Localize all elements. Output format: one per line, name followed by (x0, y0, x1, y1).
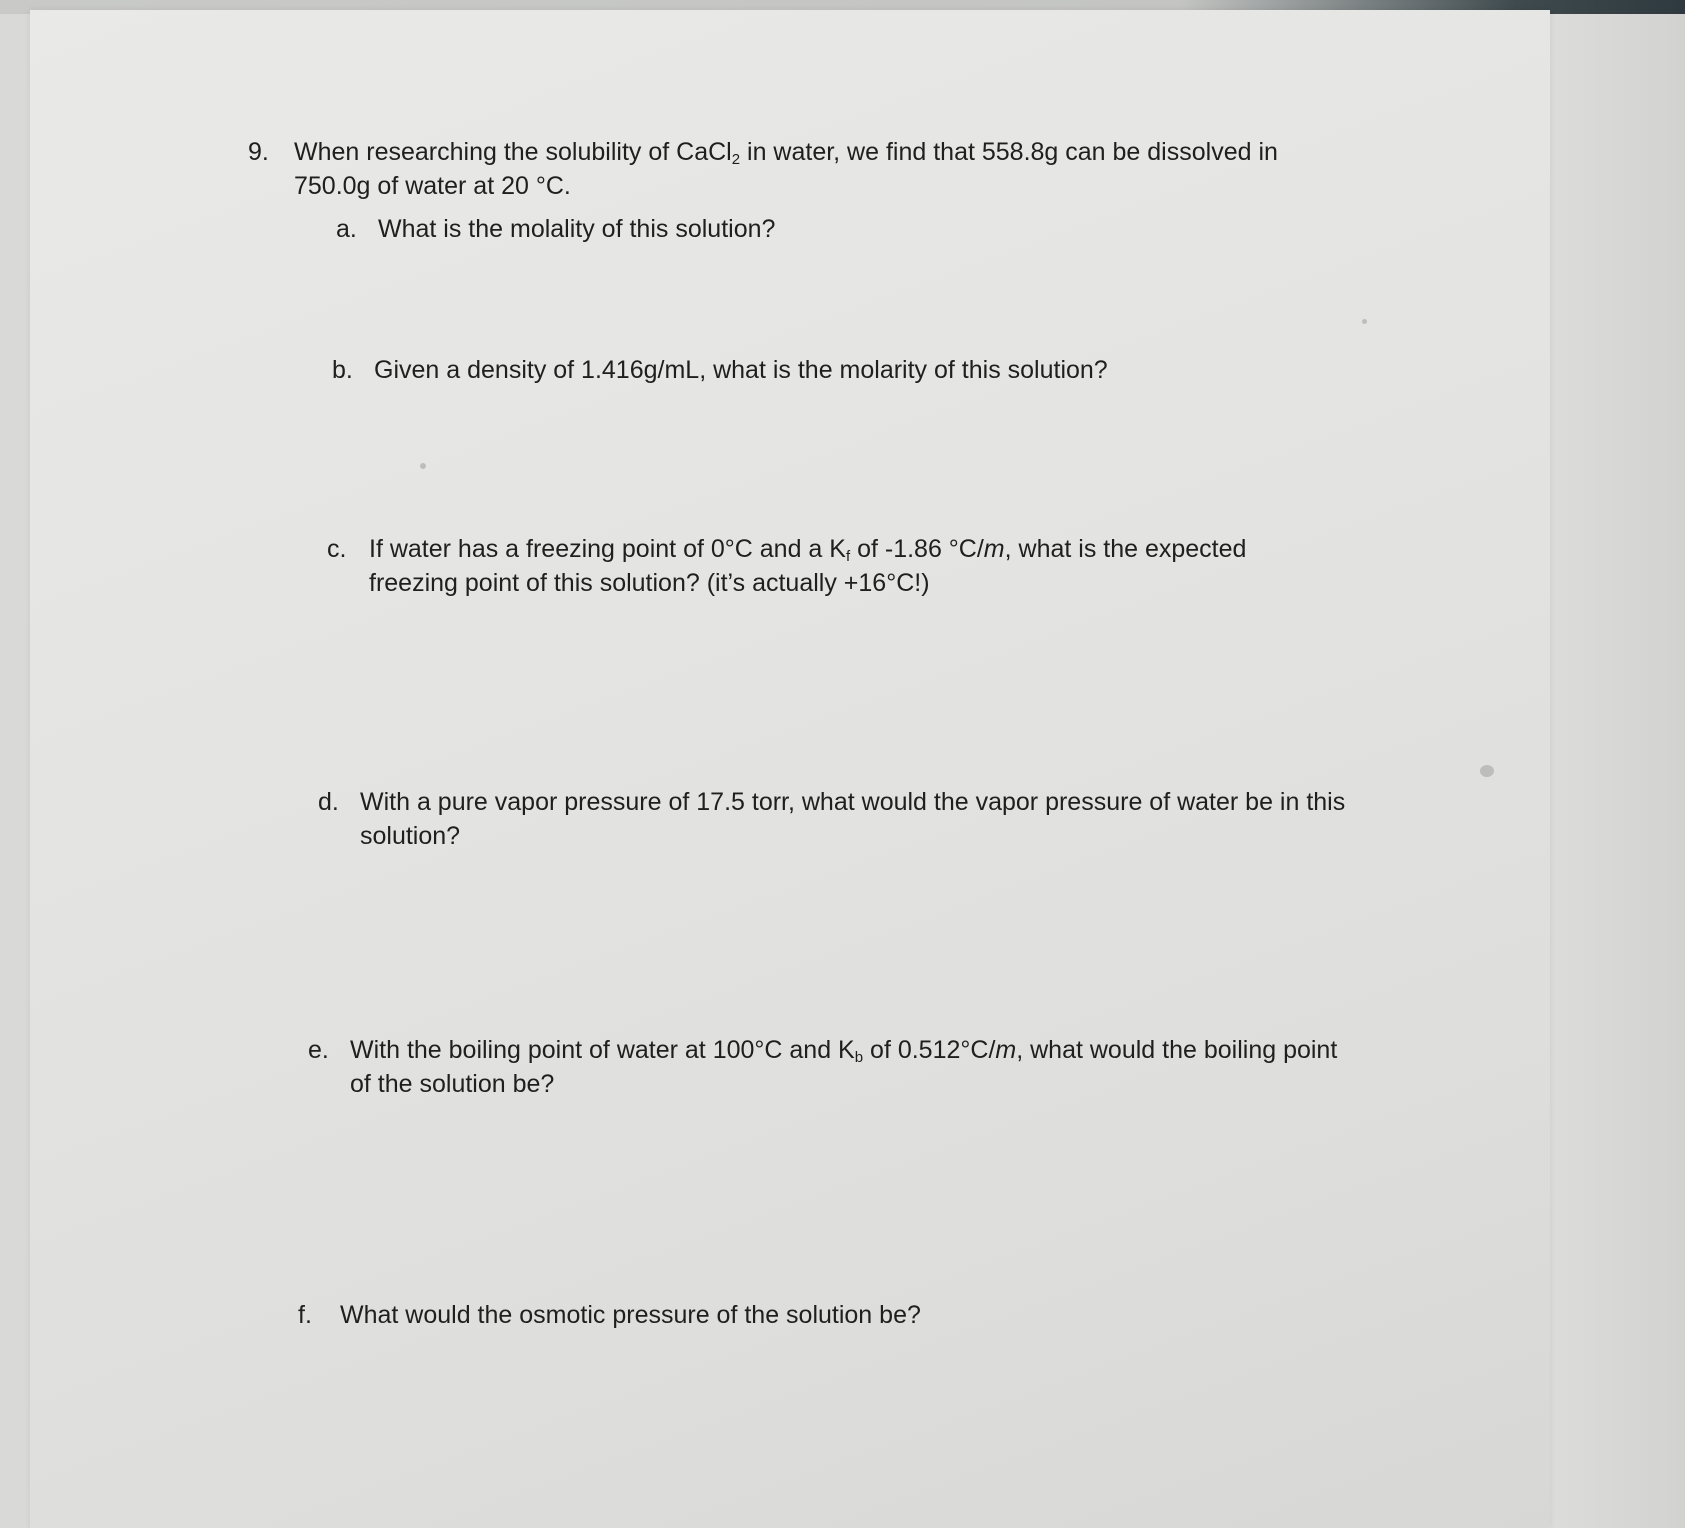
paper-speck (1362, 319, 1367, 324)
part-text: What is the molality of this solution? (378, 215, 776, 243)
part-text: With the boiling point of water at 100°C and $K_b$ of 0.512°C/m, what would the boiling point of the solution be? (350, 1036, 1338, 1098)
part-text: With a pure vapor pressure of 17.5 torr, what would the vapor pressure of water be in this solution? (360, 788, 1346, 850)
part-label: e. (308, 1036, 329, 1064)
paper-speck (1480, 765, 1494, 777)
part-label: d. (318, 788, 339, 816)
part-label: b. (332, 356, 353, 384)
part-text: What would the osmotic pressure of the solution be? (340, 1301, 921, 1329)
question-stem: When researching the solubility of CaCl$_2$ in water, we find that 558.8g can be dissolved in 750.0g of water at 20 °C. (294, 138, 1278, 200)
part-text: Given a density of 1.416g/mL, what is the molarity of this solution? (374, 356, 1108, 384)
part-text: If water has a freezing point of 0°C and a $K_f$ of -1.86 °C/m, what is the expected freezing point of this solution? (it’s actually +16°C!) (369, 535, 1247, 597)
part-label: a. (336, 215, 357, 243)
question-number: 9. (248, 138, 269, 166)
part-label: c. (327, 535, 347, 563)
paper-speck (420, 463, 426, 469)
part-label: f. (298, 1301, 312, 1329)
